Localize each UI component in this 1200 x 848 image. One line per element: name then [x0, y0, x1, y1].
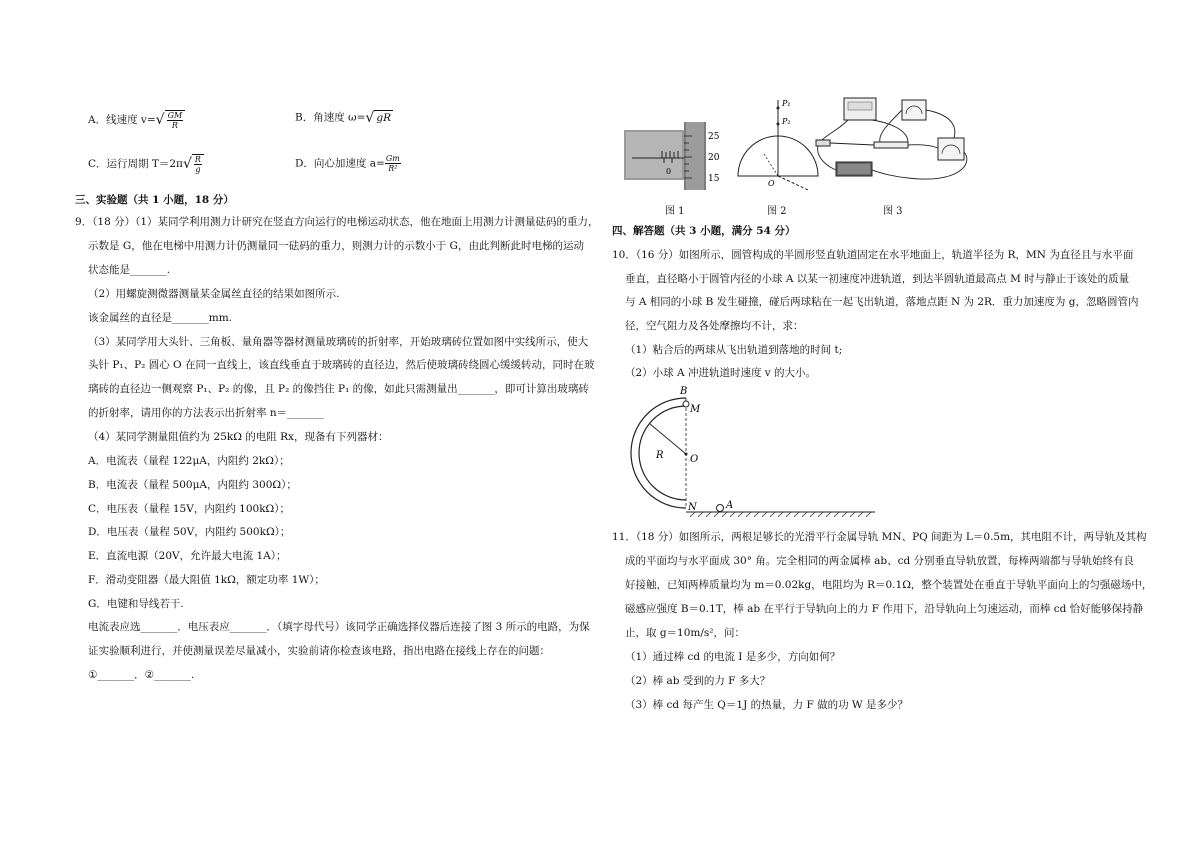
ammeter: [938, 138, 964, 160]
equipment-e: E．直流电源（20V，允许最大电流 1A）；: [88, 550, 287, 562]
equipment-d: D．电压表（量程 50V，内阻约 500kΩ）；: [88, 526, 291, 538]
label-o: O: [768, 179, 775, 188]
q9-line-4: （2）用螺旋测微器测量某金属丝直径的结果如图所示.: [88, 288, 340, 300]
q11-line-3: 好接触，已知两棒质量均为 m＝0.02kg，电阻均为 R＝0.1Ω，整个装置处在垂直于导轨平面向上的匀强磁场中，: [625, 579, 1153, 591]
ground-hatch: [690, 512, 871, 517]
micrometer-label-15: 15: [708, 174, 720, 184]
q11-line-6: （1）通过棒 cd 的电流 I 是多少，方向如何？: [625, 651, 841, 663]
q9-line-6: （3）某同学用大头针、三角板、量角器等器材测量玻璃砖的折射率，开始玻璃砖位置如图中实线所示，使大: [88, 336, 589, 348]
section-4-heading: 四、解答题（共 3 小题，满分 54 分）: [612, 225, 796, 237]
rotated-position: [778, 176, 808, 190]
circuit-figure: [808, 94, 974, 194]
option-b-rad: gR: [376, 112, 391, 124]
q11-line-1: 11．（18 分）如图所示，两根足够长的光滑平行金属导轨 MN、PQ 间距为 L＝0.5m，其电阻不计，两导轨及其构: [612, 531, 1147, 543]
voltmeter: [902, 100, 926, 120]
equipment-a: A．电流表（量程 122μA，内阻约 2kΩ）；: [88, 455, 290, 467]
q11-line-4: 磁感应强度 B＝0.1T，棒 ab 在平行于导轨向上的力 F 作用下，沿导轨向上匀速运动，而棒 cd 恰好能够保持静: [625, 603, 1144, 615]
figure-3-caption: 图 3: [883, 206, 903, 217]
micrometer-label-0: 0: [666, 167, 672, 176]
q9-line-12: 证实验顺利进行，并使测量误差尽量减小，实验前请你检查该电路，指出电路在接线上存在的问题：: [88, 645, 550, 657]
q11-line-7: （2）棒 ab 受到的力 F 多大？: [625, 675, 771, 687]
option-b: B．角速度 ω=√ gR: [295, 109, 391, 126]
ball-a: [717, 505, 724, 512]
ball-b: [683, 401, 689, 407]
q10-line-6: （2）小球 A 冲进轨道时速度 v 的大小。: [625, 367, 817, 379]
pin-p1: [777, 107, 780, 110]
track-figure: [620, 384, 882, 524]
equipment-f: F．滑动变阻器（最大阻值 1kΩ，额定功率 1W）；: [88, 574, 325, 586]
label-n: N: [688, 502, 697, 513]
q10-line-1: 10．（16 分）如图所示，圆管构成的半圆形竖直轨道固定在水平地面上，轨道半径为 R，MN 为直径且与水平面: [612, 249, 1134, 261]
q9-line-13: ①_______．②_______.: [88, 669, 195, 681]
label-o: O: [690, 454, 699, 465]
q11-line-8: （3）棒 cd 每产生 Q＝1J 的热量，力 F 做的功 W 是多少？: [625, 699, 909, 711]
q10-line-2: 垂直，直径略小于圆管内径的小球 A 以某一初速度冲进轨道，到达半圆轨道最高点 M 时与静止于该处的质量: [625, 273, 1130, 285]
micrometer-figure: [622, 118, 734, 194]
q9-line-2: 示数是 G，他在电梯中用测力计仍测量同一砝码的重力，则测力计的示数小于 G，由此判断此时电梯的运动: [88, 240, 584, 252]
option-d-den: R²: [388, 164, 398, 173]
q9-line-3: 状态能是_______.: [88, 264, 171, 276]
label-a: A: [726, 500, 734, 511]
pin-p2: [777, 123, 780, 126]
micrometer-label-20: 20: [708, 153, 720, 163]
figure-2-caption: 图 2: [767, 206, 787, 217]
micrometer-label-25: 25: [708, 132, 720, 142]
equipment-c: C．电压表（量程 15V，内阻约 100kΩ）；: [88, 503, 291, 515]
q10-line-4: 径，空气阻力及各处摩擦均不计，求：: [625, 320, 804, 332]
label-r: R: [656, 450, 664, 461]
option-a-num: GM: [167, 111, 183, 120]
q9-line-10: （4）某同学测量阻值约为 25kΩ 的电阻 Rx，现备有下列器材：: [88, 431, 389, 443]
label-m: M: [690, 404, 701, 415]
q9-line-9: 的折射率，请用你的方法表示出折射率 n＝_______: [88, 407, 324, 419]
label-p1: P₁: [782, 99, 791, 108]
q9-line-11: 电流表应选_______．电压表应_______．（填字母代号）该同学正确选择仪器后连接了图 3 所示的电路，为保: [88, 621, 590, 633]
q9-line-5: 该金属丝的直径是_______mm.: [88, 312, 233, 324]
figure-1-caption: 图 1: [665, 206, 685, 217]
equipment-b: B．电流表（量程 500μA，内阻约 300Ω）；: [88, 479, 297, 491]
switch: [816, 140, 830, 146]
label-p2: P₂: [782, 117, 791, 126]
option-a: A．线速度 v=√ $\frac{GM}{R}$: [88, 110, 185, 130]
section-3-heading: 三、实验题（共 1 小题，18 分）: [75, 194, 234, 206]
q9-line-7: 头针 P₁、P₂ 圆心 O 在同一直线上，该直线垂直于玻璃砖的直径边，然后使玻璃砖绕圆心缓缓转动，同时在玻: [88, 359, 595, 371]
equipment-g: G．电键和导线若干.: [88, 598, 184, 610]
label-b: B: [680, 386, 688, 397]
option-a-den: R: [171, 121, 178, 130]
center-o: [685, 453, 688, 456]
q11-line-2: 成的平面均与水平面成 30° 角。完全相同的两金属棒 ab、cd 分别垂直导轨放置，每棒两端都与导轨始终有良: [625, 555, 1135, 567]
resistor-rx: [874, 142, 908, 148]
option-c: C．运行周期 T＝2π√ $\frac{R}{g}$: [88, 154, 204, 174]
option-d-num: Gm: [385, 154, 400, 163]
q10-line-3: 与 A 相同的小球 B 发生碰撞，碰后两球粘在一起飞出轨道，落地点距 N 为 2R．重力加速度为 g，忽略圆管内: [625, 296, 1139, 308]
q9-line-1: 9．（18 分）（1）某同学利用测力计研究在竖直方向运行的电梯运动状态，他在地面上用测力计测量砝码的重力，: [75, 216, 599, 228]
q11-line-5: 止，取 g＝10m/s²，问：: [625, 627, 746, 639]
option-d: D．向心加速度 a= $\frac{Gm}{\text{R²}}$: [295, 154, 400, 173]
q9-line-8: 璃砖的直径边一侧观察 P₁、P₂ 的像，且 P₂ 的像挡住 P₁ 的像，如此只需测量出_______，即可计算出玻璃砖: [88, 383, 589, 395]
option-c-den: g: [195, 165, 201, 174]
q10-line-5: （1）粘合后的两球从飞出轨道到落地的时间 t;: [625, 344, 843, 356]
option-c-num: R: [194, 155, 201, 164]
